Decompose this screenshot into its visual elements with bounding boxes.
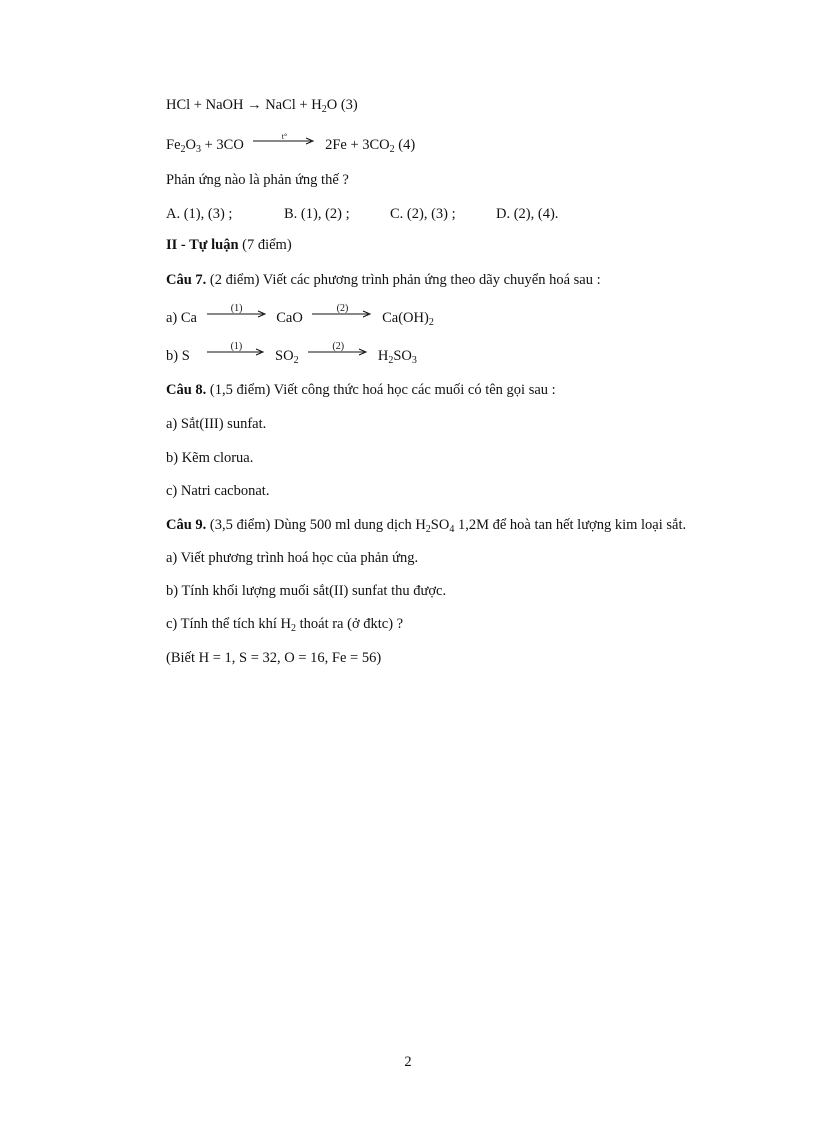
- q8-item-c: c) Natri cacbonat.: [166, 483, 270, 499]
- option-d: D. (2), (4).: [496, 206, 559, 222]
- section-heading: II - Tự luận (7 điểm): [166, 237, 292, 253]
- q9-item-c: c) Tính thể tích khí $H_2$ thoát ra (ở đktc) ?: [166, 616, 404, 634]
- long-arrow-icon: [312, 310, 372, 318]
- reaction-arrow-2: (2): [312, 314, 372, 322]
- long-arrow-icon: [308, 348, 368, 356]
- long-arrow-icon: [207, 348, 265, 356]
- long-arrow-icon: [207, 310, 267, 318]
- q8-item-b: b) Kẽm clorua.: [166, 450, 254, 466]
- equation-4: $Fe_2O_3 + 3CO$ t° $2Fe + 3CO_2$ (4): [166, 132, 416, 155]
- reaction-arrow-heat: [253, 132, 315, 149]
- question-9: Câu 9. (3,5 điểm) Dùng 500 ml dung dịch $H_2SO_4$ 1,2M để hoà tan hết lượng kim loại sắt.: [166, 517, 687, 535]
- heat-condition: t°: [281, 132, 288, 141]
- page-number: 2: [404, 1054, 412, 1070]
- option-c: C. (2), (3) ;: [390, 206, 456, 222]
- question-7: Câu 7. (2 điểm) Viết các phương trình phản ứng theo dãy chuyển hoá sau :: [166, 272, 601, 288]
- reaction-arrow-1: (1): [207, 352, 265, 360]
- q9-item-a: a) Viết phương trình hoá học của phản ứng.: [166, 550, 419, 566]
- q9-item-b: b) Tính khối lượng muối sắt(II) sunfat thu được.: [166, 583, 447, 599]
- option-b: B. (1), (2) ;: [284, 206, 350, 222]
- given-data: (Biết H = 1, S = 32, O = 16, Fe = 56): [166, 650, 382, 666]
- long-arrow-icon: [253, 137, 315, 145]
- reaction-arrow-1: (1): [207, 314, 267, 322]
- question-text: Phản ứng nào là phản ứng thế ?: [166, 172, 349, 188]
- q8-item-a: a) Sắt(III) sunfat.: [166, 416, 267, 432]
- equation-3: HCl + NaOH → NaCl + $H_2O$ (3): [166, 97, 358, 115]
- chain-b: b) S (1) $SO_2$ (2) $H_2SO_3$: [166, 341, 417, 366]
- reaction-arrow-2: (2): [308, 352, 368, 360]
- arrow-icon: →: [247, 97, 262, 113]
- chain-a: a) Ca (1) CaO (2) $Ca(OH)_2$: [166, 303, 434, 328]
- option-a: A. (1), (3) ;: [166, 206, 233, 222]
- question-8: Câu 8. (1,5 điểm) Viết công thức hoá học các muối có tên gọi sau :: [166, 382, 556, 398]
